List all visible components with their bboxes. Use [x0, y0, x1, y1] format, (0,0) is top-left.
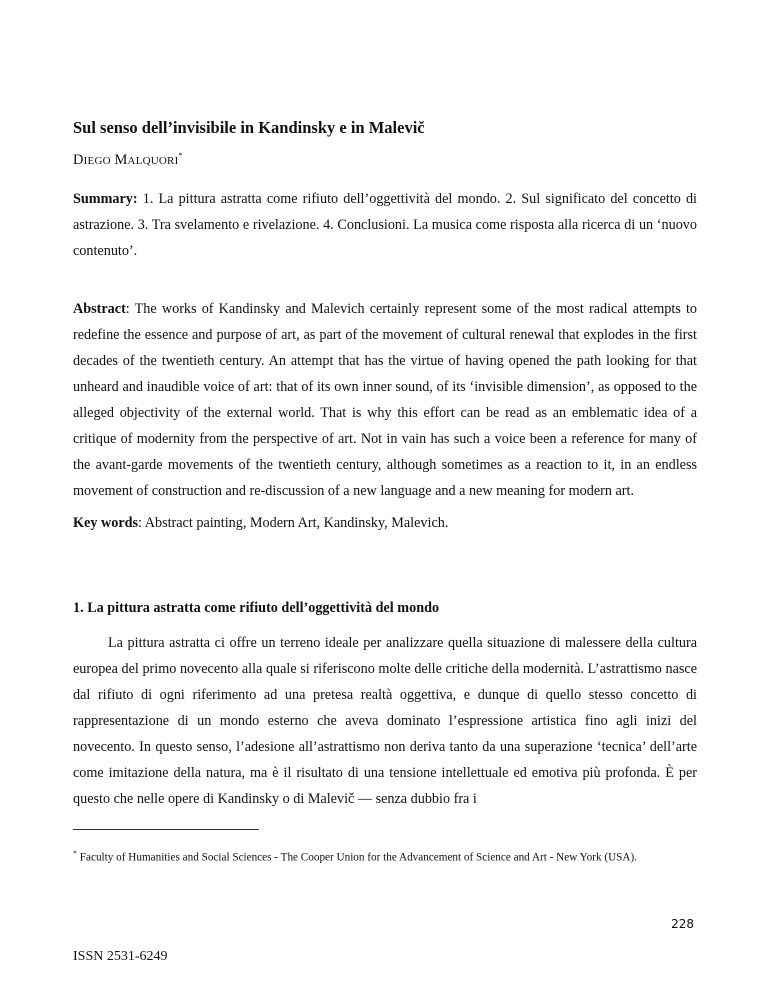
author-name [73, 151, 183, 169]
author-footnote-mark: * [178, 151, 183, 160]
author-last-rest: ALQUORI [127, 155, 179, 167]
footnote-mark: * [73, 849, 77, 858]
abstract [73, 296, 697, 504]
footnote-divider [73, 829, 259, 830]
author-first-rest: IEGO [83, 155, 111, 167]
page-number: 228 [671, 917, 694, 931]
body-paragraph: La pittura astratta ci offre un terreno ideale per analizzare quella situazione di malessere della cultura europea del primo novecento alla quale si riferiscono molte delle critiche della modernità. L’astrattismo nasce dal rifiuto di ogni riferimento ad una pretesa realtà oggettiva, e dunque di quello stesso concetto di rappresentazione di un mondo esterno che aveva dominato l’espressione artistica fino agli inizi del novecento. In questo senso, l’adesione all’astrattismo non deriva tanto da una superazione ‘tecnica’ dell’arte come imitazione della natura, ma è il risultato di una tensione intellettuale ed emotiva più profonda. È per questo che nelle opere di Kandinsky o di Malevič — senza dubbio fra i [73, 635, 697, 807]
keywords [73, 510, 697, 536]
footnote [73, 845, 697, 867]
article-title: Sul senso dell’invisibile in Kandinsky e in Malevič [73, 118, 425, 137]
summary-label: Summary: [73, 191, 138, 207]
abstract-text: : The works of Kandinsky and Malevich certainly represent some of the most radical attempts to redefine the essence and purpose of art, as part of the movement of cultural renewal that explodes in the first decades of the twentieth century. An attempt that has the virtue of having opened the path looking for that unheard and inaudible voice of art: that of its own inner sound, of its ‘invisible dimension’, as opposed to the alleged objectivity of the external world. That is why this effort can be read as an emblematic idea of a critique of modernity from the perspective of art. Not in vain has such a voice been a reference for many of the avant-garde movements of the twentieth century, although sometimes as a reaction to it, in an endless movement of construction and re-discussion of a new language and a new meaning for modern art. [73, 301, 697, 499]
issn-footer: ISSN 2531-6249 [73, 949, 168, 964]
keywords-label: Key words [73, 515, 139, 531]
section-heading: 1. La pittura astratta come rifiuto dell’oggettività del mondo [73, 600, 440, 616]
summary-text: 1. La pittura astratta come rifiuto dell’oggettività del mondo. 2. Sul significato del concetto di astrazione. 3. Tra svelamento e rivelazione. 4. Conclusioni. La musica come risposta alla ricerca di un ‘nuovo contenuto’. [73, 191, 697, 259]
abstract-label: Abstract [73, 301, 126, 317]
summary [73, 186, 697, 264]
author-first-initial: D [73, 152, 84, 168]
footnote-text: Faculty of Humanities and Social Sciences - The Cooper Union for the Advancement of Science and Art - New York (USA). [77, 851, 637, 864]
author-last-initial: M [114, 152, 128, 168]
keywords-text: : Abstract painting, Modern Art, Kandinsky, Malevich. [138, 515, 449, 531]
